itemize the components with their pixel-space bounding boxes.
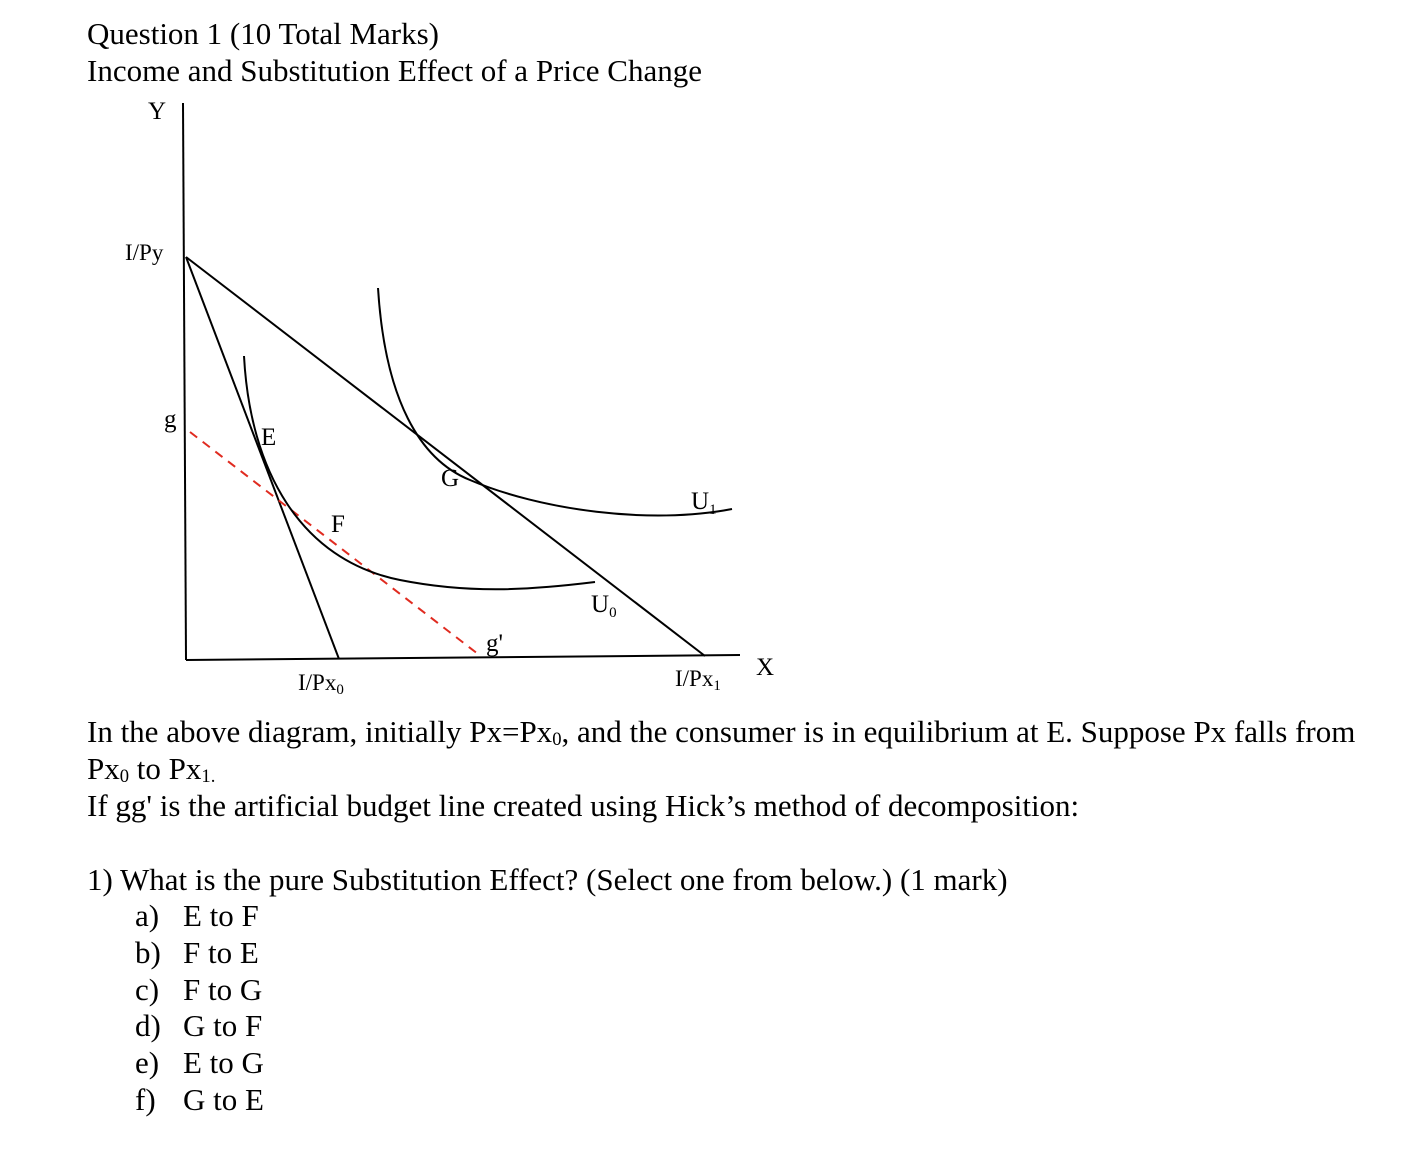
indifference-curve-u1 (378, 288, 732, 516)
method-statement: If gg' is the artificial budget line created using Hick’s method of decomposition: (87, 788, 1080, 823)
y-axis-label: Y (148, 98, 167, 125)
topic-title: Income and Substitution Effect of a Price Change (87, 53, 702, 88)
indifference-curve-u0 (244, 356, 595, 589)
u1-label: $U_1$ (691, 488, 717, 518)
description-paragraph-line2: $Px_0$ to $Px_{1.}$ (87, 751, 216, 787)
description-paragraph-line1: In the above diagram, initially $Px=Px_0$, and the consumer is in equilibrium at E. Suppose Px falls from (87, 714, 1356, 750)
question-title: Question 1 (10 Total Marks) (87, 16, 439, 51)
option-b[interactable]: b) F to E (135, 935, 259, 970)
g-prime-label: g' (486, 630, 504, 657)
option-d[interactable]: d) G to F (135, 1008, 263, 1043)
artificial-budget-line (190, 432, 478, 654)
x-axis-label: X (756, 654, 775, 681)
point-e-label: E (261, 424, 277, 451)
x-intercept-new-label: I/Px1 (675, 666, 721, 694)
option-f[interactable]: f) G to E (135, 1082, 264, 1117)
point-g-label: G (441, 465, 460, 492)
question-text: 1) What is the pure Substitution Effect? (Select one from below.) (1 mark) (87, 862, 1008, 897)
option-e[interactable]: e) E to G (135, 1045, 264, 1080)
x-intercept-initial-label: I/Px0 (298, 670, 344, 698)
option-a[interactable]: a) E to F (135, 898, 259, 933)
option-c[interactable]: c) F to G (135, 972, 263, 1007)
u0-label: $U_0$ (591, 591, 617, 621)
point-f-label: F (331, 511, 345, 538)
g-label: g (164, 406, 177, 433)
y-axis (183, 103, 186, 660)
budget-line-initial (186, 257, 339, 659)
x-axis (186, 655, 740, 660)
y-intercept-label: I/Py (125, 240, 164, 265)
